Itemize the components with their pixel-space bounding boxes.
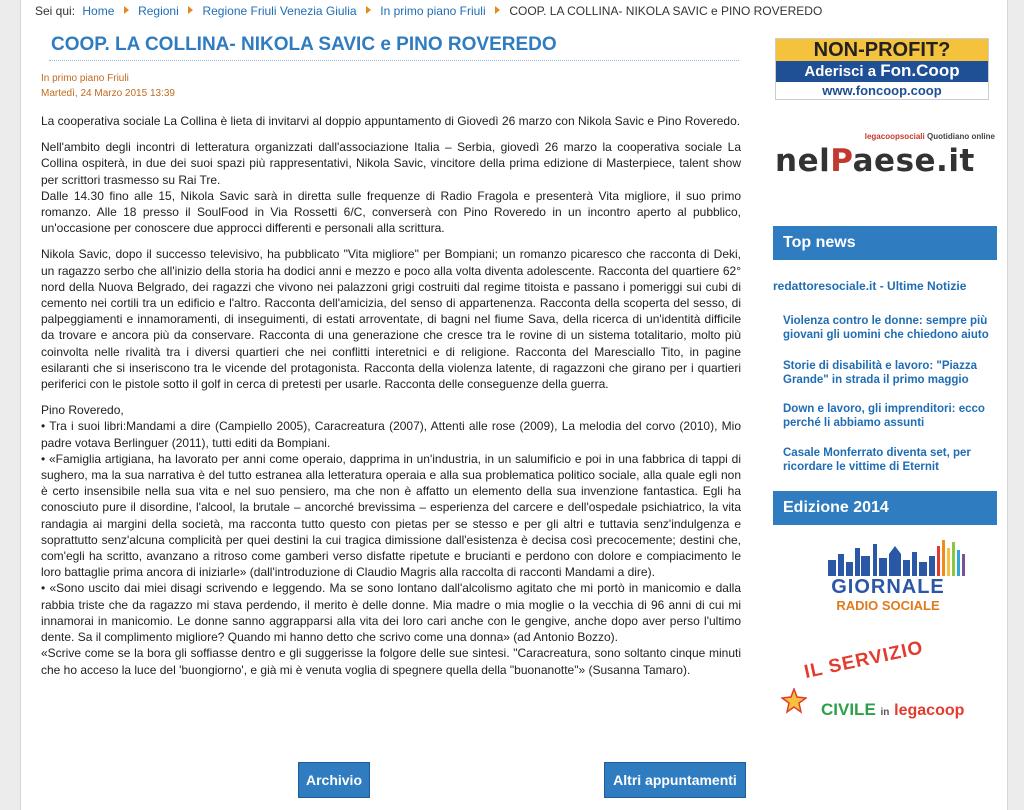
city-skyline-icon: [803, 536, 973, 576]
foncoop-headline: NON-PROFIT?: [776, 39, 988, 61]
breadcrumb-arrow-icon: [124, 6, 129, 14]
foncoop-tagline: [776, 61, 988, 82]
servizio-line2: [821, 700, 964, 720]
breadcrumb: [35, 4, 822, 18]
article-paragraph: • Tra i suoi libri:Mandami a dire (Campiello 2005), Caracreatura (2007), Attenti alle rose (2009), La melodia del corvo (2010), Mio padre votava Berlinguer (2011), tutti editi da Bompiani.: [41, 419, 741, 450]
main-content: [41, 28, 741, 678]
giornale-title: GIORNALE: [831, 576, 945, 598]
article-text: Nell'ambito degli incontri di letteratura organizzati dall'associazione Italia – Serbia, giovedì 26 marzo la cooperativa sociale La Collina ospiterà, in due dei suoi spazi più rappresentativi, Nikola Savic, vincitore della prima edizione di Masterpiece, talent show per scrittori trasmesso su Rai Tre.: [41, 140, 741, 187]
breadcrumb-regioni[interactable]: Regioni: [138, 4, 179, 18]
foncoop-tagline-b: Fon.Coop: [880, 61, 960, 80]
nelpaese-tag: Quotidiano online: [927, 132, 995, 141]
article-paragraph: • «Famiglia artigiana, ha lavorato per anni come operaio, dapprima in un'industria, in un salumificio e poi in una fabbrica di tappi di sughero, ma la sua narrativa è del tutto estranea alla letteratura operaia e alla sua problematica politico sociale, alla quale egli non è certo insensibile nella sua vita e nel suo pensiero, ma che non è affatto un elemento della sua invenzione fantastica. Egli ha conosciuto pure il disordine, l'alcool, la brutale – ancorché brevissima – esperienza del carcere e dell'ospedale psichiatrico, la vita randagia ai margini della società, ma racconta tutto questo con pietas per se stesso e per gli altri e tuttavia senz'indulgenza e soprattutto senz'alcuna complicità per quei destini la cui tragica dimissione dall'esistenza è decisa così precocemente; destini che, com'egli ha scritto, avanzano a ritroso come gamberi verso disfatte ripetute e brucianti e perdono con dolore e compiacimento le loro battaglie prima ancora di iniziarle» (dall'introduzione di Claudio Magris alla raccolta di racconti Mandami a dire).: [41, 451, 741, 580]
article-date: Martedì, 24 Marzo 2015 13:39: [41, 88, 175, 99]
edition-header: Edizione 2014: [773, 491, 997, 525]
foncoop-url: www.foncoop.coop: [822, 83, 942, 98]
article-paragraph: La cooperativa sociale La Collina è lieta di invitarvi al doppio appuntamento di Giovedì 26 marzo con Nikola Savic e Pino Roveredo.: [41, 114, 741, 128]
nelpaese-logo-b: P: [830, 143, 853, 179]
legacoop-brand: legacoop: [894, 702, 965, 719]
servizio-civile-logo[interactable]: [781, 637, 997, 728]
colorful-star-icon: [781, 688, 807, 714]
top-news-header: Top news: [773, 226, 997, 260]
article-meta: [41, 71, 741, 101]
news-item-link[interactable]: Casale Monferrato diventa set, per ricordare le vittime di Eternit: [783, 447, 971, 473]
giornale-radio-sociale-logo[interactable]: [803, 536, 973, 626]
more-events-button[interactable]: Altri appuntamenti: [604, 762, 746, 798]
breadcrumb-arrow-icon: [495, 6, 500, 14]
title-divider: [49, 60, 739, 61]
article-title: COOP. LA COLLINA- NIKOLA SAVIC e PINO ROVEREDO: [51, 34, 557, 55]
breadcrumb-current: COOP. LA COLLINA- NIKOLA SAVIC e PINO ROVEREDO: [509, 4, 823, 18]
article-paragraph: Dalle 14.30 fino alle 15, Nikola Savic sarà in diretta sulle frequenze di Radio Fragola e presenterà Vita migliore, il suo primo romanzo. Alle 18 presso il SoulFood in Via Rossetti 6/C, converserà con Pino Roveredo in un incontro aperto al pubblico, un'occasione per conoscere due approcci differenti e personali alla scrittura.: [41, 188, 741, 236]
news-item-link[interactable]: Storie di disabilità e lavoro: "Piazza Grande" in strada il primo maggio: [783, 360, 977, 386]
article-paragraph: • «Sono uscito dai miei disagi scrivendo e leggendo. Ma se sono lontano dall'alcolismo agitato che mi portò in manicomio e dalla rabbia triste che da ragazzo mi stava perdendo, il merito è delle donne. Mia madre o mia moglie o la vecchia di 96 anni di cui mi innamorai in manicomio. Le donne sanno aggrapparsi alla vita dei loro cari anche con le gengive, anche dopo aver perso l'ultimo dente. Sa il complimento migliore? Quando mi hanno detto che scrivo come una donna» (ad Antonio Bozzo).: [41, 581, 741, 645]
news-item-link[interactable]: Down e lavoro, gli imprenditori: ecco perché li abbiamo assunti: [783, 403, 985, 429]
nelpaese-logo: [775, 141, 995, 181]
foncoop-banner[interactable]: [775, 38, 989, 100]
nelpaese-logo-c: aese.it: [852, 143, 975, 179]
feed-title-link[interactable]: redattoresociale.it - Ultime Notizie: [773, 279, 967, 293]
article-paragraph: Pino Roveredo,: [41, 403, 124, 418]
breadcrumb-regione-fvg[interactable]: Regione Friuli Venezia Giulia: [202, 4, 357, 18]
breadcrumb-arrow-icon: [188, 6, 193, 14]
nelpaese-banner[interactable]: [775, 132, 995, 188]
article-paragraph: «Scrive come se la bora gli soffiasse dentro e gli suggerisse la folgore delle sue sintesi. "Caracreatura, sono soltanto cinque minuti che ho acceso la luce del 'buongiorno', e già mi è venuta voglia di spegnere quella della "buonanotte"» (Susanna Tamaro).: [41, 646, 741, 677]
breadcrumb-prefix: Sei qui:: [35, 4, 76, 18]
giornale-subtitle: RADIO SOCIALE: [836, 598, 940, 613]
article-category: In primo piano Friuli: [41, 73, 129, 84]
page: [20, 0, 1008, 810]
breadcrumb-home[interactable]: Home: [82, 4, 115, 18]
archive-button[interactable]: Archivio: [298, 762, 370, 798]
servizio-in: in: [880, 707, 890, 718]
servizio-line1: IL SERVIZIO: [802, 637, 926, 684]
breadcrumb-arrow-icon: [366, 6, 371, 14]
breadcrumb-primo-piano[interactable]: In primo piano Friuli: [380, 4, 486, 18]
servizio-civile-word: CIVILE: [821, 700, 876, 719]
legacoopsociali-label: legacoopsociali: [864, 132, 925, 141]
article-paragraph: [41, 139, 741, 188]
nelpaese-top: [775, 132, 995, 141]
foncoop-tagline-a: Aderisci a: [804, 63, 881, 80]
nelpaese-logo-a: nel: [775, 143, 831, 179]
news-item-link[interactable]: Violenza contro le donne: sempre più giovani gli uomini che chiedono aiuto: [783, 315, 989, 341]
article-paragraph: Nikola Savic, dopo il successo televisivo, ha pubblicato "Vita migliore" per Bompiani; un romanzo picaresco che racconta di Deki, un ragazzo serbo che all'inizio della storia ha dodici anni e mezzo e poco alla volta diventa adolescente. Racconta del quartiere 62° nord della Nuova Belgrado, dei ragazzi che vivono nei palazzoni grigi costruiti dal regime titoista e passano i pomeriggi sui cubi di cemento nei cortili tra un edificio e l'altro. Racconta dell'amicizia, del senso di appartenenza. Racconta della scoperta del sesso, di palpeggiamenti e innamoramenti, di inseguimenti, di estati arroventate, di bagni nel fiume Sava, della ricerca di un'identità difficile da trovare e ancora più da conservare. Racconta di una generazione che cresce tra le rovine di un sistema totalitario, molto più coinvolta nelle rivalità tra i diversi quartieri che nei conflitti interetnici e di religione. Racconta del Maresciallo Tito, in pagine esilaranti che si inseriscono tra le vicende del protagonista. Racconta della violenza latente, di ragazzoni che girano per i quartieri periferici con le pistole sotto il golf in cerca di pretesti per usarle. Racconta delle conseguenze della guerra.: [41, 247, 741, 392]
article-body: [41, 113, 741, 678]
